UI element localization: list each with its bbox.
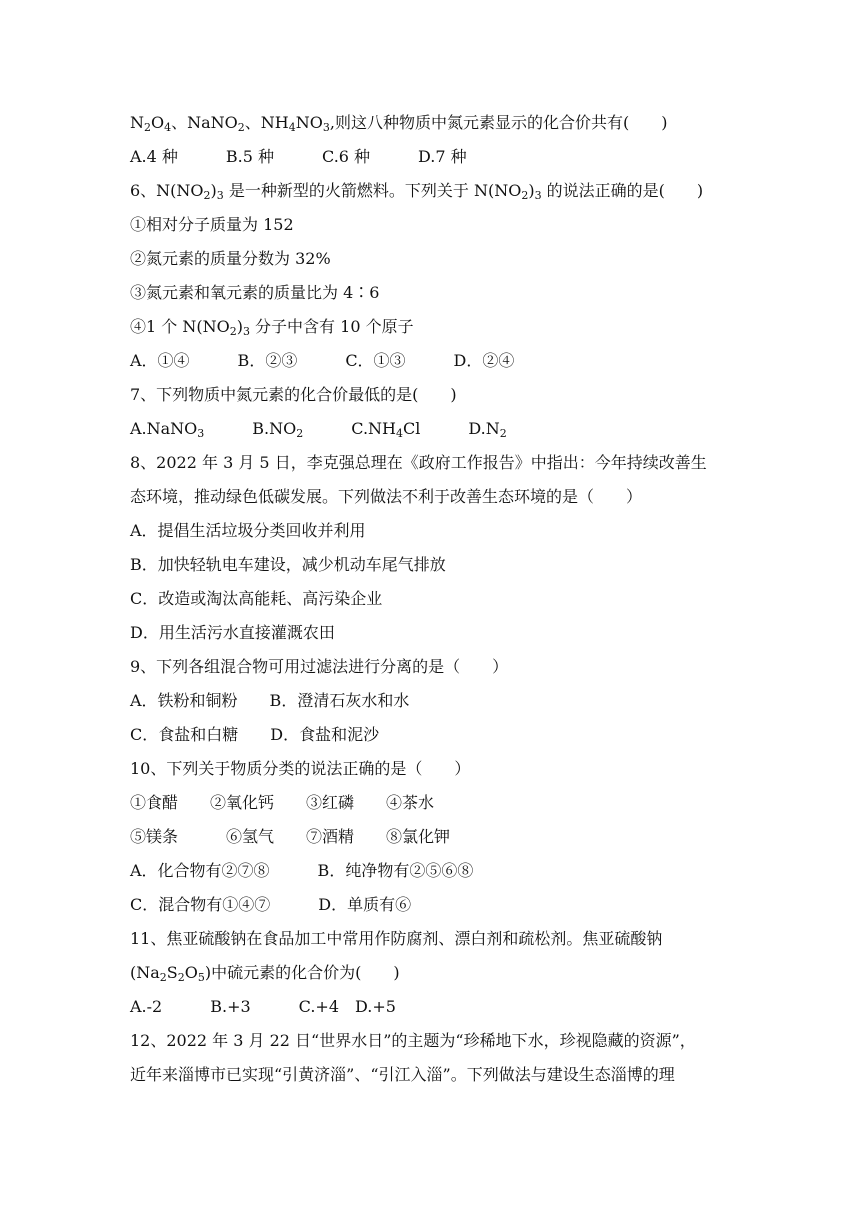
question-6-stem: 6、$N(NO_2)_3$ 是一种新型的火箭燃料。下列关于 $N(NO_2)_3$ 的说法正确的是( ) <box>130 181 704 202</box>
question-6-statement-1: ①相对分子质量为 152 <box>130 215 294 234</box>
question-12-stem-line-1: 12、2022 年 3 月 22 日“世界水日”的主题为“珍稀地下水，珍视隐藏的资源”， <box>130 1031 696 1050</box>
question-11-stem-line-2: $(Na_2S_2O_5)$中硫元素的化合价为( ) <box>130 963 400 984</box>
question-12-stem-line-2: 近年来淄博市已实现“引黄济淄”、“引江入淄”。下列做法与建设生态淄博的理 <box>130 1065 675 1084</box>
question-6-statement-2: ②氮元素的质量分数为 32% <box>130 249 331 268</box>
question-8-option-b: B．加快轻轨电车建设，减少机动车尾气排放 <box>130 555 446 574</box>
question-6-statement-3: ③氮元素和氧元素的质量比为 4∶6 <box>130 283 380 302</box>
question-5-options: A.4 种 B.5 种 C.6 种 D.7 种 <box>130 147 467 166</box>
question-8-option-a: A．提倡生活垃圾分类回收并利用 <box>130 521 366 540</box>
question-9-options-cd: C．食盐和白糖 D．食盐和泥沙 <box>130 725 380 744</box>
question-8-stem-line-1: 8、2022 年 3 月 5 日，李克强总理在《政府工作报告》中指出：今年持续改善生 <box>130 453 707 472</box>
question-6-statement-4: ④1 个 $N(NO_2)_3$ 分子中含有 10 个原子 <box>130 317 414 338</box>
question-11-stem-line-1: 11、焦亚硫酸钠在食品加工中常用作防腐剂、漂白剂和疏松剂。焦亚硫酸钠 <box>130 929 663 948</box>
question-9-options-ab: A．铁粉和铜粉 B．澄清石灰水和水 <box>130 691 410 710</box>
question-10-items-5-8: ⑤镁条 ⑥氢气 ⑦酒精 ⑧氯化钾 <box>130 827 451 846</box>
question-8-option-d: D．用生活污水直接灌溉农田 <box>130 623 335 642</box>
question-11-options: A.-2 B.+3 C.+4 D.+5 <box>130 997 396 1016</box>
question-5-continuation: $N_2O_4$、NaNO$_2$、$NH_4NO_3$,则这八种物质中氮元素显示的化合价共有( ) <box>130 113 668 134</box>
question-9-stem: 9、下列各组混合物可用过滤法进行分离的是（ ） <box>130 657 509 676</box>
question-8-option-c: C．改造或淘汰高能耗、高污染企业 <box>130 589 383 608</box>
question-10-items-1-4: ①食醋 ②氧化钙 ③红磷 ④茶水 <box>130 793 435 812</box>
question-10-options-ab: A．化合物有②⑦⑧ B．纯净物有②⑤⑥⑧ <box>130 861 474 880</box>
question-6-options: A．①④ B．②③ C．①③ D．②④ <box>130 351 515 370</box>
question-10-stem: 10、下列关于物质分类的说法正确的是（ ） <box>130 759 471 778</box>
question-7-stem: 7、下列物质中氮元素的化合价最低的是( ) <box>130 385 457 404</box>
question-10-options-cd: C．混合物有①④⑦ D．单质有⑥ <box>130 895 412 914</box>
question-7-options: A.NaNO$_3$ $B.NO_2$ $C.NH_4Cl$ $D.N_2$ <box>130 419 507 440</box>
question-8-stem-line-2: 态环境，推动绿色低碳发展。下列做法不利于改善生态环境的是（ ） <box>130 487 643 506</box>
